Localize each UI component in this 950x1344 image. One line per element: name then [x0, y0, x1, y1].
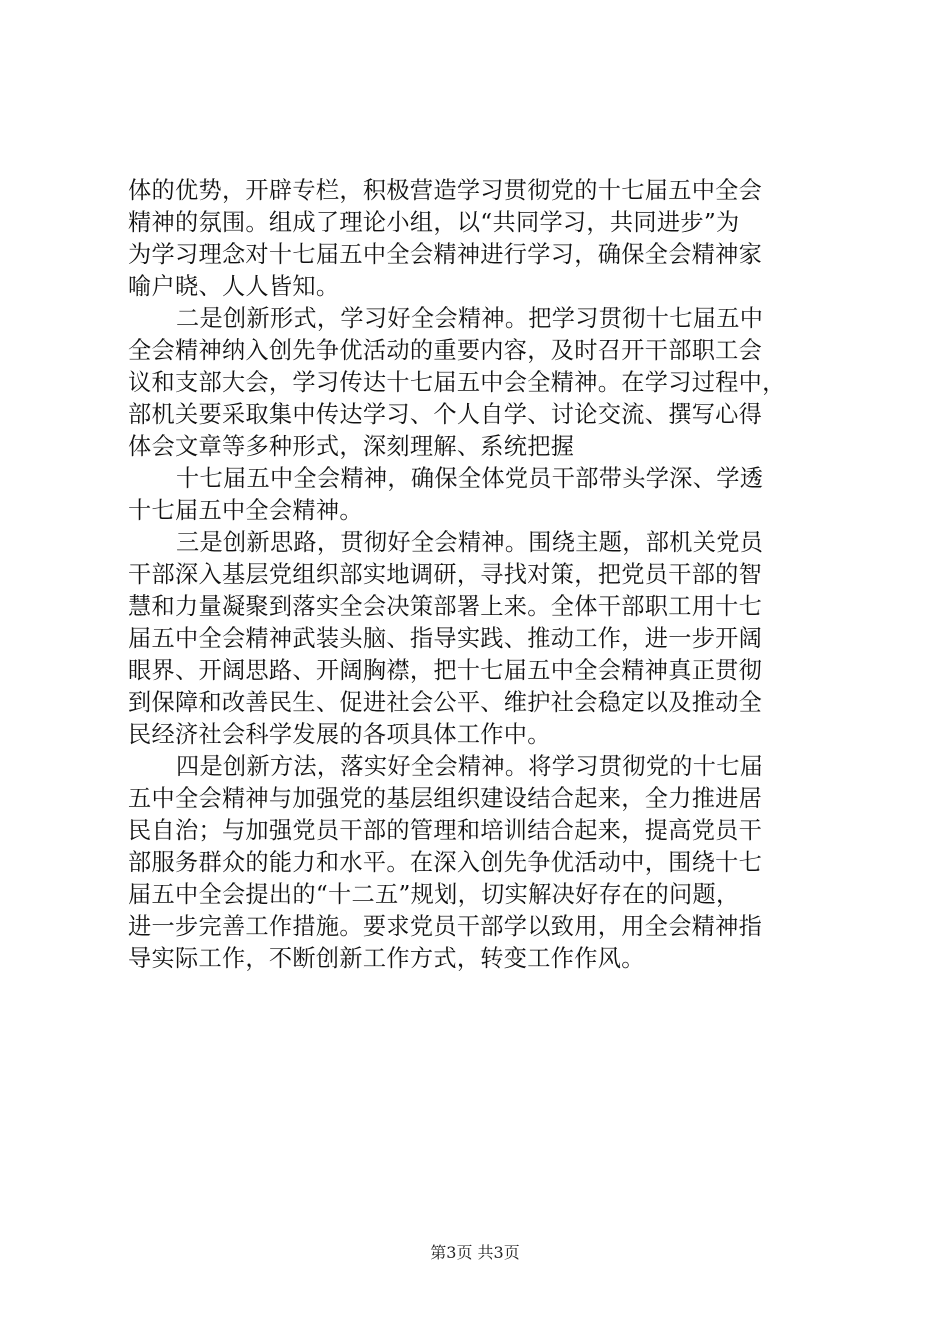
document-body: [128, 175, 828, 975]
text-line: 民经济社会科学发展的各项具体工作中。: [128, 721, 551, 748]
text-line: 三是创新思路，贯彻好全会精神。围绕主题，部机关党员: [176, 529, 764, 556]
text-line: 进一步完善工作措施。要求党员干部学以致用，用全会精神指: [128, 913, 763, 940]
text-line: 喻户晓、人人皆知。: [128, 273, 340, 300]
text-line: 四是创新方法，落实好全会精神。将学习贯彻党的十七届: [176, 753, 764, 780]
text-line: 体的优势，开辟专栏，积极营造学习贯彻党的十七届五中全会: [128, 177, 763, 204]
text-line: 届五中全会精神武装头脑、指导实践、推动工作，进一步开阔: [128, 625, 763, 652]
text-line: 体会文章等多种形式，深刻理解、系统把握: [128, 433, 575, 460]
text-line: 二是创新形式，学习好全会精神。把学习贯彻十七届五中: [176, 305, 764, 332]
text-line: 干部深入基层党组织部实地调研，寻找对策，把党员干部的智: [128, 561, 763, 588]
text-line: 全会精神纳入创先争优活动的重要内容，及时召开干部职工会: [128, 337, 763, 364]
text-line: 十七届五中全会精神，确保全体党员干部带头学深、学透: [176, 465, 764, 492]
text-line: 民自治；与加强党员干部的管理和培训结合起来，提高党员干: [128, 817, 763, 844]
page-footer: 第3页 共3页: [430, 1243, 520, 1262]
text-line: 眼界、开阔思路、开阔胸襟，把十七届五中全会精神真正贯彻: [128, 657, 763, 684]
text-line: 精神的氛围。组成了理论小组，以“共同学习，共同进步”为: [128, 209, 740, 236]
text-line: 导实际工作，不断创新工作方式，转变工作作风。: [128, 945, 645, 972]
text-line: 到保障和改善民生、促进社会公平、维护社会稳定以及推动全: [128, 689, 763, 716]
text-line: 届五中全会提出的“十二五”规划，切实解决好存在的问题，: [128, 881, 740, 908]
text-line: 为学习理念对十七届五中全会精神进行学习，确保全会精神家: [128, 241, 763, 268]
text-line: 部服务群众的能力和水平。在深入创先争优活动中，围绕十七: [128, 849, 763, 876]
text-line: 议和支部大会，学习传达十七届五中会全精神。在学习过程中，: [128, 369, 786, 396]
text-line: 十七届五中全会精神。: [128, 497, 363, 524]
text-line: 慧和力量凝聚到落实全会决策部署上来。全体干部职工用十七: [128, 593, 763, 620]
text-line: 五中全会精神与加强党的基层组织建设结合起来，全力推进居: [128, 785, 763, 812]
text-line: 部机关要采取集中传达学习、个人自学、讨论交流、撰写心得: [128, 401, 763, 428]
